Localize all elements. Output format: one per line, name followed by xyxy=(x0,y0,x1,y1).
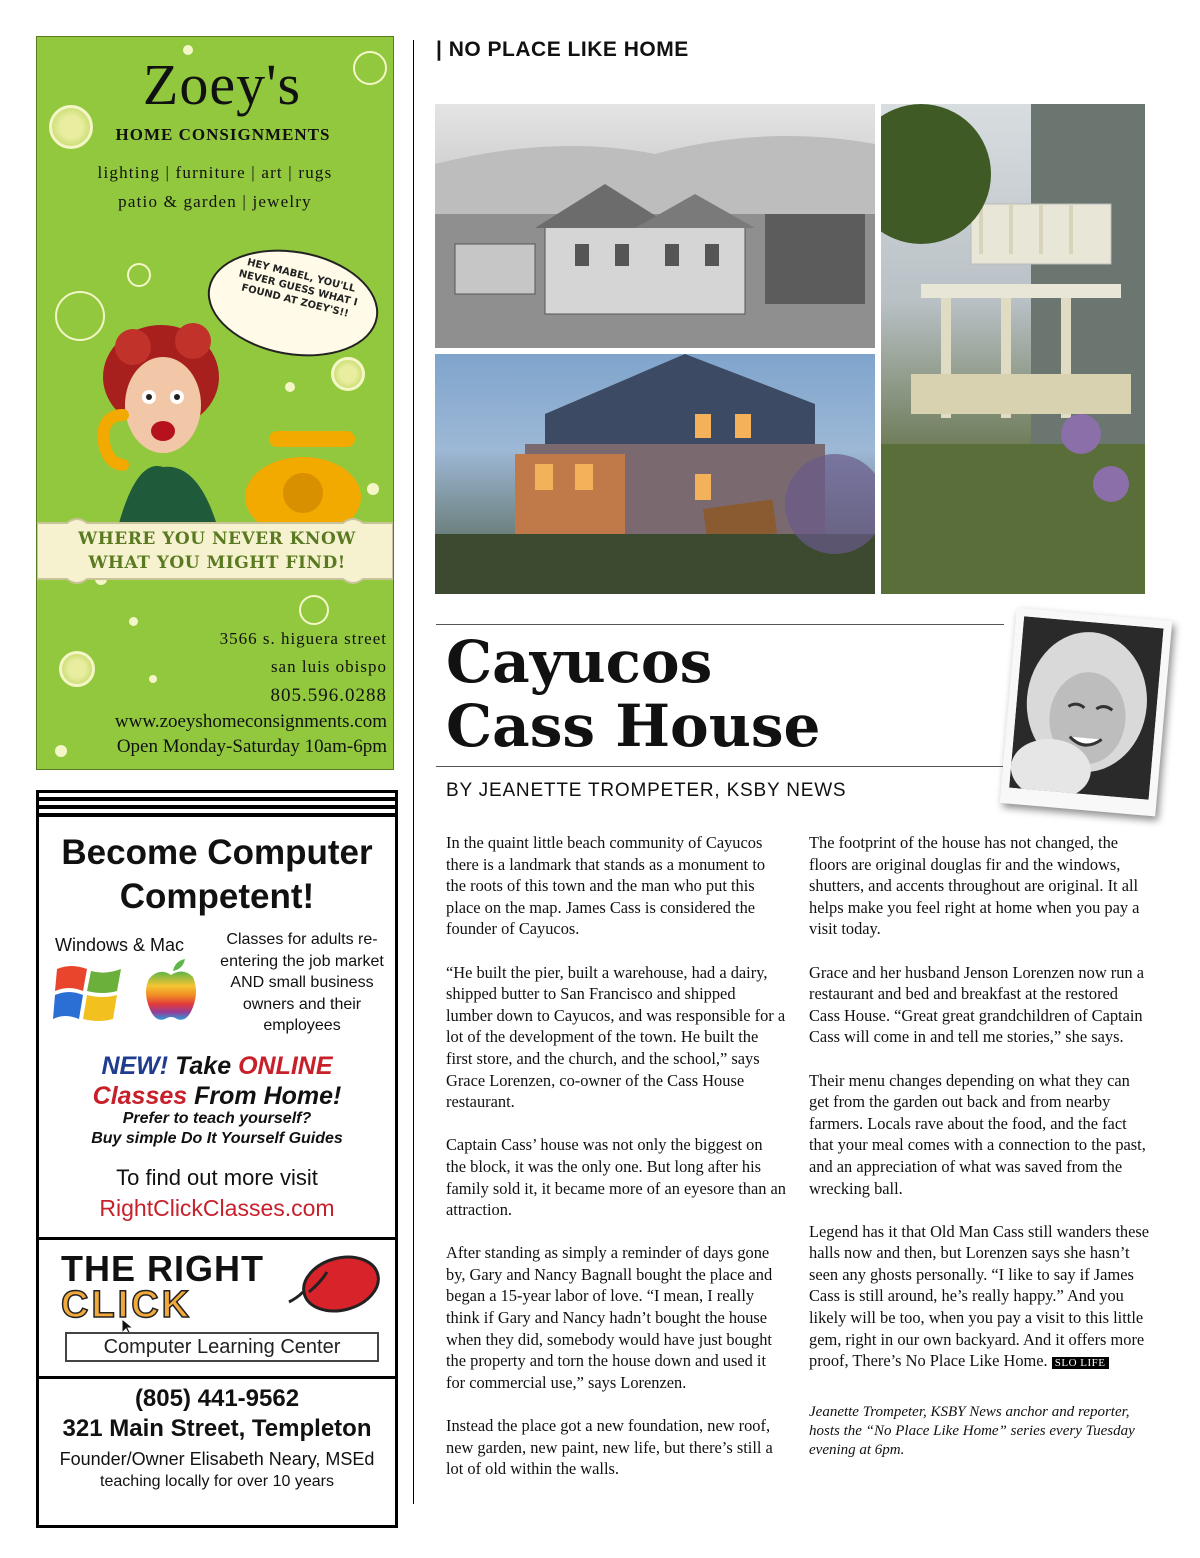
article-paragraph: After standing as simply a reminder of days gone by, Gary and Nancy Bagnall bought the place and began a 15-year labor of love. “I mean, I really think if Gary and Nancy hadn’t bought the house when they did, somebody would have just bought the property and torn the house down and used it for commercial use,” says Lorenzen. xyxy=(446,1243,773,1392)
decor-circle xyxy=(353,51,387,85)
rc-diy: Buy simple Do It Yourself Guides xyxy=(91,1130,343,1147)
rc-phone: (805) 441-9562 xyxy=(134,1385,300,1412)
right-click-ad xyxy=(36,790,398,1528)
decor-stripe xyxy=(39,813,395,817)
decor-stripe xyxy=(39,805,395,809)
cass-house-dusk-photo xyxy=(435,354,875,594)
article-paragraph: The footprint of the house has not changed, the floors are original douglas fir and the windows, shutters, and accents throughout are original. It all helps make you feel right at home when you pay a visit today. xyxy=(809,833,1140,939)
article-paragraph-text: Legend has it that Old Man Cass still wanders these halls now and then, but Lorenzen says she hasn’t seen any ghosts personally. “I like to say if James Cass is still around, he’s really happy.” And you likely will be too, when you pay a visit to this little gem, right in our own backyard. And it offers more proof, There’s No Place Like Home. xyxy=(809,1221,1150,1371)
decor-circle xyxy=(299,595,329,625)
computer-mouse-icon xyxy=(287,1252,383,1316)
zoeys-phone: 805.596.0288 xyxy=(270,685,387,706)
rc-online-promo-line1 xyxy=(39,1051,395,1081)
rc-new-label: NEW! xyxy=(101,1052,169,1080)
zoeys-hours: Open Monday-Saturday 10am-6pm xyxy=(116,736,387,757)
historic-house-photo xyxy=(435,104,875,348)
apple-logo-icon xyxy=(143,957,199,1025)
decor-circle xyxy=(59,651,95,687)
rc-title xyxy=(39,831,395,919)
right-click-logo xyxy=(39,1237,395,1379)
headline-line: Cass House xyxy=(446,692,821,760)
historic-house-drawing xyxy=(435,104,875,348)
zoeys-subtitle: HOME CONSIGNMENTS xyxy=(115,125,331,144)
zoeys-brand: Zoey's xyxy=(142,52,302,117)
author-portrait-drawing xyxy=(1009,616,1163,800)
logo-click: CLICK xyxy=(61,1284,193,1326)
rc-classes-description: Classes for adults re-entering the job market AND small business owners and their employees xyxy=(220,931,384,1034)
tagline-text xyxy=(77,527,357,575)
author-credit: Jeanette Trompeter, KSBY News anchor and reporter, hosts the “No Place Like Home” series every Tuesday evening at 6pm. xyxy=(809,1403,1135,1458)
zoeys-categories: patio & garden | jewelry xyxy=(118,192,312,211)
rc-teaching: teaching locally for over 10 years xyxy=(100,1473,334,1490)
decor-stripe xyxy=(39,797,395,801)
tagline-line: WHAT YOU MIGHT FIND! xyxy=(88,553,346,573)
article-byline: BY JEANETTE TROMPETER, KSBY NEWS xyxy=(446,780,847,801)
headline-rule-top xyxy=(436,624,1004,625)
headline-rule-bottom xyxy=(436,766,1004,767)
article-column-2 xyxy=(809,832,1151,1460)
article-column-1 xyxy=(446,832,786,1501)
rc-take: Take xyxy=(175,1052,232,1080)
rc-street: 321 Main Street, Templeton xyxy=(62,1415,372,1442)
article-paragraph xyxy=(809,1221,1151,1375)
decor-dot xyxy=(149,675,157,683)
zoeys-ad xyxy=(36,36,394,770)
rc-online-promo-line2 xyxy=(39,1081,395,1111)
rc-platforms: Windows & Mac xyxy=(55,935,185,955)
windows-logo-icon xyxy=(53,963,125,1025)
article-headline xyxy=(446,630,820,758)
logo-the-right: THE RIGHT xyxy=(61,1248,264,1289)
logo-learning-center: Computer Learning Center xyxy=(65,1332,379,1362)
zoeys-address: 3566 s. higuera street xyxy=(219,629,387,648)
zoeys-categories: lighting | furniture | art | rugs xyxy=(97,163,333,182)
cass-house-porch-photo xyxy=(881,104,1145,594)
decor-circle xyxy=(127,263,151,287)
cass-house-dusk-drawing xyxy=(435,354,875,594)
article-paragraph: Grace and her husband Jenson Lorenzen now run a restaurant and bed and breakfast at the restored Cass House. “Great great grandchildren of Captain Cass will come in and tell me stories,” she says. xyxy=(809,962,1144,1047)
cass-house-porch-drawing xyxy=(881,104,1145,594)
zoeys-website[interactable]: www.zoeyshomeconsignments.com xyxy=(114,711,387,732)
decor-dot xyxy=(129,617,138,626)
rc-prefer: Prefer to teach yourself? xyxy=(122,1110,312,1127)
rc-online: ONLINE xyxy=(238,1052,333,1080)
slo-life-end-tag: SLO LIFE xyxy=(1052,1357,1109,1369)
column-divider xyxy=(413,40,414,1504)
speech-bubble-text: HEY MABEL, YOU'LL NEVER GUESS WHAT I FOUND AT ZOEY'S!! xyxy=(237,257,359,320)
rc-url-link[interactable]: RightClickClasses.com xyxy=(99,1195,335,1221)
rc-from-home: From Home! xyxy=(194,1082,342,1110)
decor-dot xyxy=(55,745,67,757)
zoeys-city: san luis obispo xyxy=(270,657,387,676)
rc-diy-promo xyxy=(39,1109,395,1149)
tagline-line: WHERE YOU NEVER KNOW xyxy=(78,529,356,549)
rc-online-promo xyxy=(39,1051,395,1111)
article-paragraph: “He built the pier, built a warehouse, had a dairy, shipped butter to San Francisco and shipped lumber down to Cayucos, and was responsible for a lot of the development of the town. He built the first store, and the church, and the school,” says Grace Lorenzen, co-owner of the Cass House restaurant. xyxy=(446,962,786,1112)
article-paragraph: Their menu changes depending on what they can get from the garden out back and from nearby farmers. Locals rave about the food, and the fact that your meal comes with a connection to the past, and an appreciation of what was saved from the wrecking ball. xyxy=(809,1070,1146,1198)
decor-circle xyxy=(49,105,93,149)
section-header: | NO PLACE LIKE HOME xyxy=(436,38,689,61)
rc-classes-word: Classes xyxy=(92,1082,188,1110)
rc-title-line: Become Computer xyxy=(61,833,373,872)
article-paragraph: Captain Cass’ house was not only the biggest on the block, it was the only one. But long after his family sold it, it became more of an eyesore than an attraction. xyxy=(446,1135,786,1220)
article-paragraph: In the quaint little beach community of Cayucos there is a landmark that stands as a monument to the roots of this town and the man who put this place on the map. James Cass is considered the founder of Cayucos. xyxy=(446,833,766,939)
rc-find-out: To find out more visit xyxy=(116,1165,318,1190)
article-paragraph: Instead the place got a new foundation, new roof, new garden, new paint, new life, but there’s still a lot of old within the walls. xyxy=(446,1416,773,1479)
author-portrait-photo xyxy=(1000,608,1172,817)
rc-founder: Founder/Owner Elisabeth Neary, MSEd xyxy=(59,1449,375,1469)
headline-line: Cayucos xyxy=(446,628,713,696)
rc-title-line: Competent! xyxy=(119,877,315,916)
